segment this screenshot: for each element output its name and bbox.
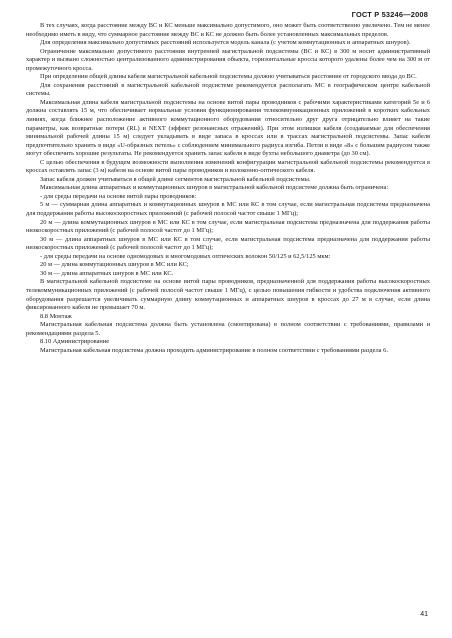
list-item: 5 м — суммарная длина аппаратных и коммутационных шнуров в МС или КС в том случае, если магистральная подсистема предназначена для поддержания работы высокоскоростных приложений (с рабочей полосой частот свыше 1 МГц);	[26, 201, 430, 218]
list-item: 30 м — длина аппаратных шнуров в МС или КС.	[40, 269, 174, 277]
document-body	[26, 22, 430, 355]
paragraph: Запас кабеля должен учитываться в общей длине сегментов магистральной кабельной подсистемы.	[40, 175, 311, 183]
list-intro: - для среды передачи на основе одномодовых и многомодовых оптических волокон 50/125 и 62,5/125 мкм:	[40, 252, 331, 260]
paragraph: Магистральная кабельная подсистема должна проходить администрирование в полном соответствии с требованиями раздела 6.	[40, 346, 388, 354]
list-item: 20 м — длина коммутационных шнуров в МС или КС;	[40, 261, 189, 269]
paragraph: При определении общей длины кабеля магистральной кабельной подсистемы должно учитываться расстояние от городского ввода до ВС.	[40, 73, 417, 81]
paragraph: Для определения максимально допустимых расстояний используется модель канала (с учетом коммутационных и аппаратных шнуров).	[40, 39, 411, 47]
list-item: 30 м — длина аппаратных шнуров в МС или КС в том случае, если магистральная подсистема предназначена для поддержания работы низкоскоростных приложений (с рабочей полосой частот до 1 МГц);	[26, 235, 430, 252]
paragraph: Ограничение максимально допустимого расстояния внутренней магистральной подсистемы (ВС и КС) в 300 м носит административный характер и вызвано сложностью централизованного администрирования объекта, горизонтальные кроссы которого удалены более чем на 300 м от промежуточного кросса.	[26, 47, 430, 72]
page-number: 41	[420, 611, 428, 618]
paragraph: В тех случаях, когда расстояние между ВС и КС меньше максимально допустимого, оно может быть соответственно увеличено. Тем не менее необходимо иметь в виду, что суммарное расстояние между ВС и КС не должно быть более установленных максимальных пределов.	[26, 22, 430, 38]
list-intro: - для среды передачи на основе витой пары проводников:	[40, 192, 197, 200]
paragraph: Для сохранения расстояний в магистральной кабельной подсистеме рекомендуется располагать МС в географическом центре кабельной системы.	[26, 81, 430, 98]
paragraph: С целью обеспечения в будущем возможности выполнения изменений конфигурации магистральной кабельной подсистемы рекомендуется в кроссах оставлять запас (3 м) кабеля на основе витой пары проводников и волоконно-оптического кабеля.	[26, 158, 430, 175]
paragraph: В магистральной кабельной подсистеме на основе витой пары проводников, предназначенной для поддержания работы высокоскоростных телекоммуникационных приложений (с рабочей полосой частот свыше 1 МГц), с целью повышения гибкости и удобства подключения активного оборудования разрешается увеличивать суммарную длину коммутационных и аппаратных шнуров в кроссах до 27 м в случае, если длина фиксированного кабеля не превышает 70 м.	[26, 278, 430, 312]
list-item: 20 м — длина коммутационных шнуров в МС или КС в том случае, если магистральная подсистема предназначена для поддержания работы низкоскоростных приложений (с рабочей полосой частот до 1 МГц);	[26, 218, 430, 235]
section-heading: 8.10 Администрирование	[40, 338, 110, 346]
paragraph: Максимальная длина аппаратных и коммутационных шнуров в магистральной кабельной подсистеме должна быть ограничена:	[40, 184, 389, 192]
paragraph: Магистральная кабельная подсистема должна быть установлена (смонтирована) в полном соответствии с требованиями, правилами и рекомендациями раздела 5.	[26, 321, 430, 337]
paragraph: Максимальная длина кабеля магистральной подсистемы на основе витой пары проводников с рабочими характеристиками категорий 5е и 6 должна составлять 15 м, что обеспечивает нормальные условия функционирования телекоммуникационных приложений в коротких кабельных линиях, когда ближнее расположение активного коммутационного оборудования относительно друг друга отрицательно влияет на такие параметры, как возвратные потери (RL) и NEXT (эффект резонансных отражений). При этом излишки кабеля (создаваемые для обеспечения минимальной рабочей длины 15 м) следует укладывать в виде запаса в кроссах или в трассах магистральной подсистемы. Запас кабеля предпочтительно хранить в виде «U-образных петель» с соблюдением минимального радиуса изгиба. Петли в виде «8» с большим радиусом также могут обеспечить хорошие результаты. Не рекомендуется хранить запас кабеля в виде бухты небольшого диаметра (до 30 см).	[26, 98, 430, 158]
section-heading: 8.8 Монтаж	[40, 312, 72, 320]
standard-code-header: ГОСТ Р 53246—2008	[351, 10, 428, 19]
